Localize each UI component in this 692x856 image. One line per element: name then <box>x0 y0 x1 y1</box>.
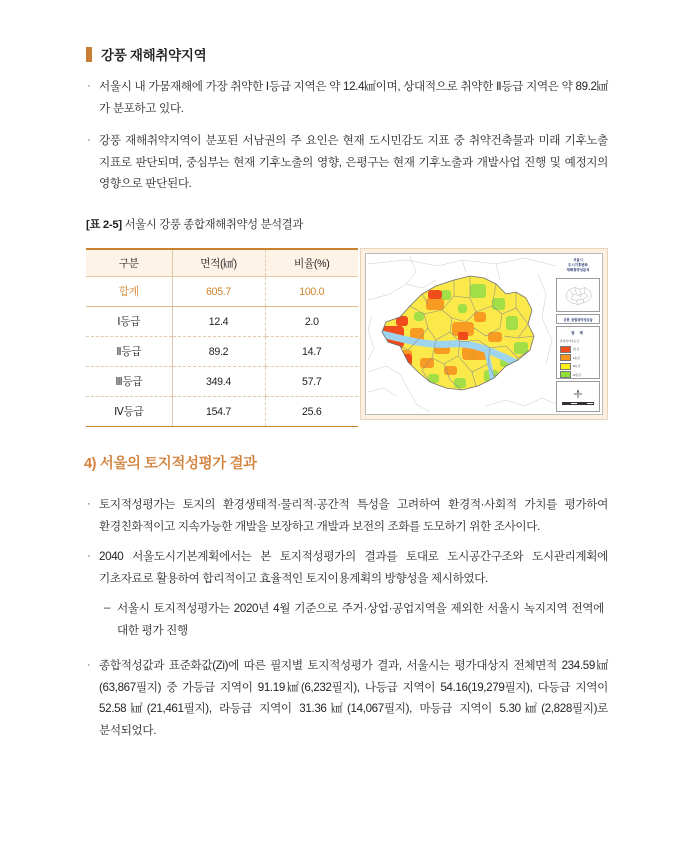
land-sub-bullet <box>104 598 604 641</box>
table-header-cell: 면적(㎢) <box>172 249 265 277</box>
land-bullet-final <box>86 655 608 741</box>
locator-map-icon <box>557 279 599 311</box>
map-scale-bar <box>562 402 594 404</box>
map-legend-box <box>556 326 600 379</box>
legend-label: Ⅲ등급 <box>573 364 581 369</box>
table-row <box>86 337 358 367</box>
table-caption-label: [표 2-5] <box>86 219 122 231</box>
legend-header: 범 례 <box>571 330 585 335</box>
land-bullet-final-text: 종합적성값과 표준화값(Zi)에 따른 필지별 토지적성평가 결과, 서울시는 평가대상지 전체면적 234.59㎢(63,867필지) 중 가등급 지역이 91.19㎢(6,232필지), 나등급 지역이 54.16(19,279필지), 다등급 지역이 52.58㎢(21,461필지), 라등급 지역이 31.36㎢(14,067필지), 마등급 지역이 5.30㎢(2,828필지)로 분석되었다. <box>99 659 608 737</box>
legend-swatch-grade-3 <box>560 363 571 370</box>
row-ratio: 100.0 <box>265 277 358 307</box>
row-ratio: 14.7 <box>265 337 358 367</box>
land-bullet-2 <box>86 546 608 589</box>
row-area: 12.4 <box>172 307 265 337</box>
land-bullet-2-text: 2040 서울도시기본계획에서는 본 토지적성평가의 결과를 토대로 도시공간구조와 도시관리계획에 기초자료로 활용하여 합리적이고 효율적인 토지이용계획의 방향성을 제시하였다. <box>99 550 608 585</box>
table-header-row <box>86 249 358 277</box>
table-caption <box>86 216 303 232</box>
legend-item <box>560 346 597 353</box>
legend-subtitle: 종합취약성등급 <box>560 339 579 344</box>
map-band-label: 강풍_종합취약성등급 <box>556 314 600 324</box>
wind-heading-label: 강풍 재해취약지역 <box>101 48 207 63</box>
vulnerability-table-wrapper <box>86 248 358 427</box>
table-row <box>86 367 358 397</box>
table-header-cell: 비율(%) <box>265 249 358 277</box>
row-label: 합계 <box>86 277 172 307</box>
land-bullet-1 <box>86 494 608 537</box>
legend-label: Ⅱ등급 <box>573 355 580 360</box>
table-header-cell: 구분 <box>86 249 172 277</box>
legend-label: Ⅰ등급 <box>573 347 580 352</box>
map-legend-panel <box>556 256 600 412</box>
table-row <box>86 307 358 337</box>
legend-items <box>557 337 599 378</box>
land-sub-bullet-text: 서울시 토지적성평가는 2020년 4월 기준으로 주거·상업·공업지역을 제외한 서울시 녹지지역 전역에 대한 평가 진행 <box>117 602 604 637</box>
bullet-dot-icon: · <box>87 498 91 510</box>
land-suitability-section-heading: 4) 서울의 토지적성평가 결과 <box>84 456 257 472</box>
row-ratio: 25.6 <box>265 397 358 427</box>
row-label: Ⅰ등급 <box>86 307 172 337</box>
bullet-dot-icon: · <box>87 80 91 92</box>
row-area: 154.7 <box>172 397 265 427</box>
legend-swatch-grade-4 <box>560 371 571 378</box>
legend-item <box>560 363 597 370</box>
wind-bullet-2-text: 강풍 재해취약지역이 분포된 서남권의 주 요인은 현재 도시민감도 지표 중 취약건축물과 미래 기후노출 지표로 판단되며, 중심부는 현재 기후노출의 영향, 은평구는 현재 기후노출과 개발사업 진행 및 예정지의 영향으로 판단된다. <box>99 134 608 190</box>
table-row-total <box>86 277 358 307</box>
vulnerability-table <box>86 248 358 427</box>
bullet-dot-icon: · <box>87 659 91 671</box>
wind-bullet-1 <box>86 76 608 119</box>
map-locator-box <box>556 278 600 312</box>
map-compass-scale-box <box>556 381 600 412</box>
dash-bullet-icon: – <box>104 602 111 614</box>
row-area: 89.2 <box>172 337 265 367</box>
row-ratio: 2.0 <box>265 307 358 337</box>
map-inner-frame <box>365 253 603 415</box>
table-caption-text: 서울시 강풍 종합재해취약성 분석결과 <box>124 219 303 231</box>
map-title-line2: 도시기후변화 <box>568 263 588 268</box>
row-label: Ⅱ등급 <box>86 337 172 367</box>
orange-bar-icon <box>86 47 92 62</box>
legend-label: Ⅳ등급 <box>573 372 581 377</box>
legend-swatch-grade-2 <box>560 354 571 361</box>
bullet-dot-icon: · <box>87 134 91 146</box>
row-ratio: 57.7 <box>265 367 358 397</box>
map-title-box <box>556 256 600 276</box>
wind-bullet-2 <box>86 130 608 195</box>
map-title-line3: 재해취약성분석 <box>566 268 590 273</box>
seoul-map-graphic <box>366 254 558 415</box>
row-label: Ⅳ등급 <box>86 397 172 427</box>
legend-item <box>560 354 597 361</box>
legend-swatch-grade-1 <box>560 346 571 353</box>
wind-section-heading <box>86 44 206 64</box>
compass-north-icon <box>572 388 584 400</box>
bullet-dot-icon: · <box>87 550 91 562</box>
seoul-vulnerability-map-figure <box>360 248 608 420</box>
land-bullet-1-text: 토지적성평가는 토지의 환경생태적·물리적·공간적 특성을 고려하여 환경적·사회적 가치를 평가하여 환경친화적이고 지속가능한 개발을 보장하고 개발과 보전의 조화를 도모하기 위한 조사이다. <box>99 498 608 533</box>
table-row <box>86 397 358 427</box>
wind-bullet-1-text: 서울시 내 가뭄재해에 가장 취약한 Ⅰ등급 지역은 약 12.4㎢이며, 상대적으로 취약한 Ⅱ등급 지역은 약 89.2㎢가 분포하고 있다. <box>99 80 608 115</box>
row-label: Ⅲ등급 <box>86 367 172 397</box>
map-title-line1: 서울시 <box>573 258 583 263</box>
row-area: 605.7 <box>172 277 265 307</box>
row-area: 349.4 <box>172 367 265 397</box>
legend-item <box>560 371 597 378</box>
